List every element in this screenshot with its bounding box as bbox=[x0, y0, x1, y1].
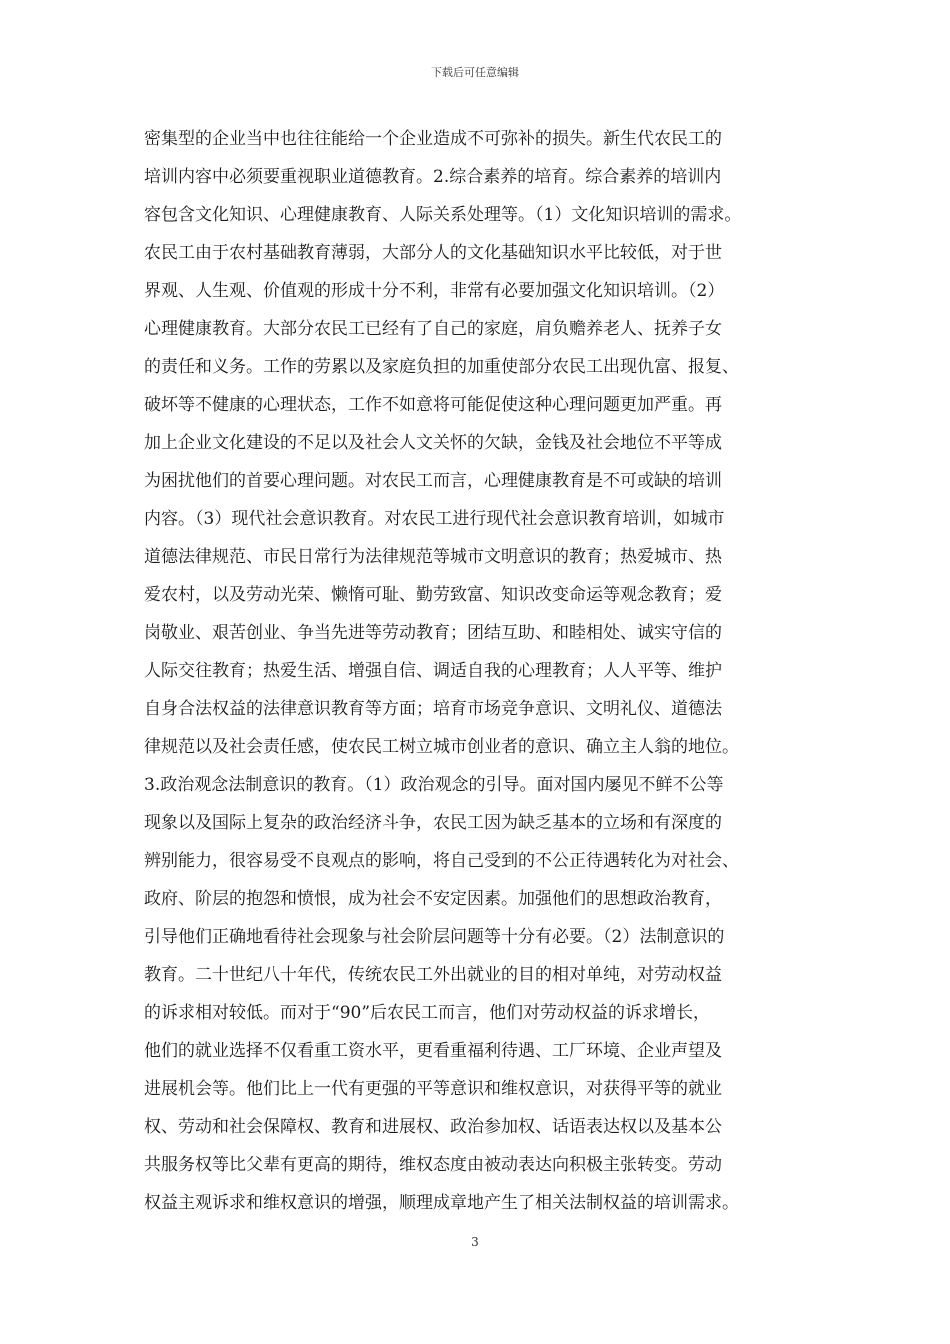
body-line: 密集型的企业当中也往往能给一个企业造成不可弥补的损失。新生代农民工的 bbox=[144, 129, 722, 149]
body-line: 心理健康教育。大部分农民工已经有了自己的家庭，肩负赡养老人、抚养子女 bbox=[144, 319, 722, 339]
body-line: 引导他们正确地看待社会现象与社会阶层问题等十分有必要。（2）法制意识的 bbox=[144, 927, 725, 947]
body-line: 培训内容中必须要重视职业道德教育。2.综合素养的培育。综合素养的培训内 bbox=[144, 167, 722, 187]
body-line: 现象以及国际上复杂的政治经济斗争，农民工因为缺乏基本的立场和有深度的 bbox=[144, 813, 722, 833]
body-line: 权、劳动和社会保障权、教育和进展权、政治参加权、话语表达权以及基本公 bbox=[144, 1117, 722, 1137]
body-line: 道德法律规范、市民日常行为法律规范等城市文明意识的教育；热爱城市、热 bbox=[144, 547, 722, 567]
body-line: 岗敬业、艰苦创业、争当先进等劳动教育；团结互助、和睦相处、诚实守信的 bbox=[144, 623, 722, 643]
body-line: 界观、人生观、价值观的形成十分不利，非常有必要加强文化知识培训。（2） bbox=[144, 281, 725, 301]
body-line: 权益主观诉求和维权意识的增强，顺理成章地产生了相关法制权益的培训需求。 bbox=[144, 1193, 739, 1213]
body-line: 的责任和义务。工作的劳累以及家庭负担的加重使部分农民工出现仇富、报复、 bbox=[144, 357, 739, 377]
body-line: 的诉求相对较低。而对于“90”后农民工而言，他们对劳动权益的诉求增长， bbox=[144, 1003, 711, 1023]
body-line: 内容。（3）现代社会意识教育。对农民工进行现代社会意识教育培训，如城市 bbox=[144, 509, 725, 529]
body-text bbox=[144, 120, 824, 1222]
body-line: 加上企业文化建设的不足以及社会人文关怀的欠缺，金钱及社会地位不平等成 bbox=[144, 433, 722, 453]
body-line: 爱农村，以及劳动光荣、懒惰可耻、勤劳致富、知识改变命运等观念教育；爱 bbox=[144, 585, 722, 605]
body-line: 进展机会等。他们比上一代有更强的平等意识和维权意识，对获得平等的就业 bbox=[144, 1079, 722, 1099]
body-line: 破坏等不健康的心理状态，工作不如意将可能促使这种心理问题更加严重。再 bbox=[144, 395, 722, 415]
body-line: 农民工由于农村基础教育薄弱，大部分人的文化基础知识水平比较低，对于世 bbox=[144, 243, 722, 263]
page-header: 下载后可任意编辑 bbox=[431, 66, 519, 79]
page-number: 3 bbox=[471, 1235, 479, 1249]
body-line: 政府、阶层的抱怨和愤恨，成为社会不安定因素。加强他们的思想政治教育， bbox=[144, 889, 722, 909]
body-line: 辨别能力，很容易受不良观点的影响，将自己受到的不公正待遇转化为对社会、 bbox=[144, 851, 739, 871]
body-line: 容包含文化知识、心理健康教育、人际关系处理等。（1）文化知识培训的需求。 bbox=[144, 205, 742, 225]
body-line: 人际交往教育；热爱生活、增强自信、调适自我的心理教育；人人平等、维护 bbox=[144, 661, 722, 681]
body-line: 共服务权等比父辈有更高的期待，维权态度由被动表达向积极主张转变。劳动 bbox=[144, 1155, 722, 1175]
body-line: 为困扰他们的首要心理问题。对农民工而言，心理健康教育是不可或缺的培训 bbox=[144, 471, 722, 491]
body-line: 教育。二十世纪八十年代，传统农民工外出就业的目的相对单纯，对劳动权益 bbox=[144, 965, 722, 985]
body-line: 律规范以及社会责任感，使农民工树立城市创业者的意识、确立主人翁的地位。 bbox=[144, 737, 739, 757]
body-line: 他们的就业选择不仅看重工资水平，更看重福利待遇、工厂环境、企业声望及 bbox=[144, 1041, 722, 1061]
body-line: 3.政治观念法制意识的教育。（1）政治观念的引导。面对国内屡见不鲜不公等 bbox=[144, 775, 724, 795]
body-line: 自身合法权益的法律意识教育等方面；培育市场竞争意识、文明礼仪、道德法 bbox=[144, 699, 722, 719]
